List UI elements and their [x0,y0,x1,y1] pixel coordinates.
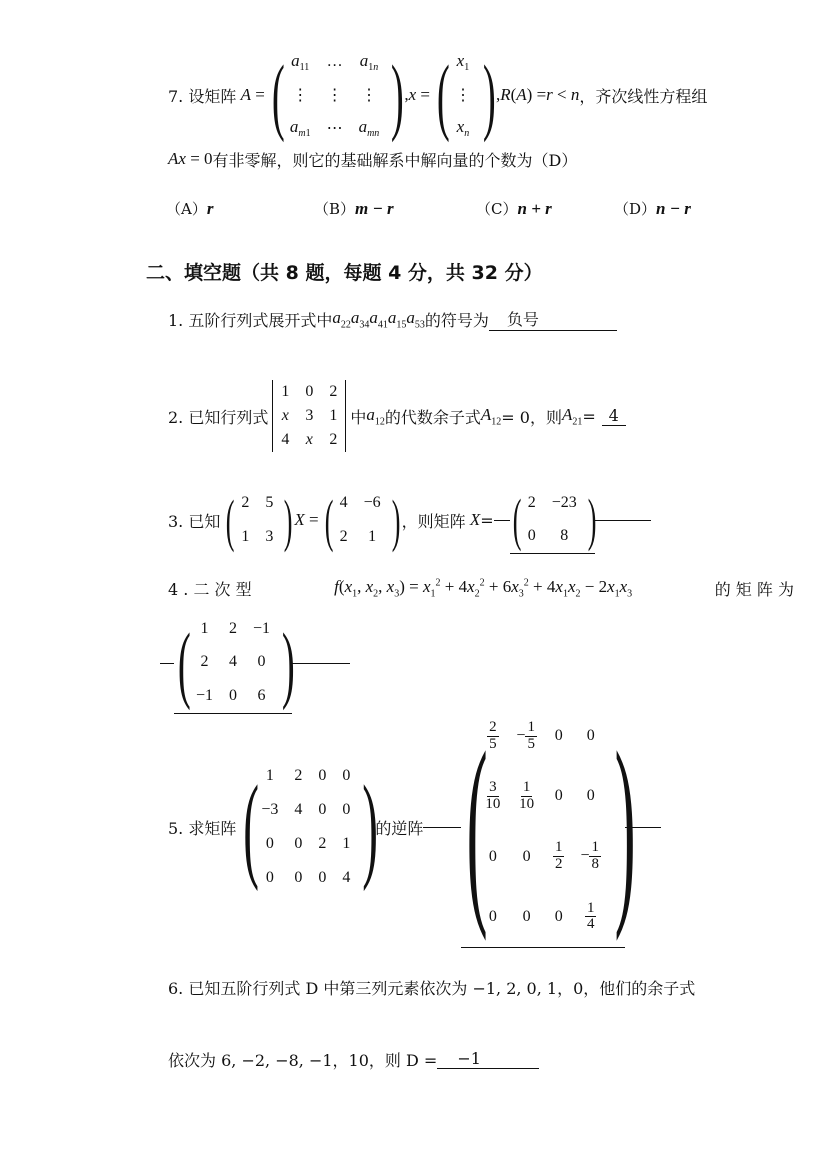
q7-line2: Ax = 0 有非零解，则它的基础解系中解向量的个数为（D） [168,149,578,170]
fill-4-line1: 4 . 二 次 型 $f(x_1$, $x_2$, $x_3) = x_1^2 + 4x_2^2 + 6x_3^2 + 4x_1x_2 - 2x_1x_3$ 的 矩 阵 为 [168,576,794,600]
fill-3: 3. 已知 ( 2 5 1 3 ) X = ( 4 −6 2 1 ) ，则矩阵 X = ( 2 −23 0 8 ) [168,490,651,550]
matrix-right: ( 4 −6 2 1 ) [324,487,401,553]
fill-2: 2. 已知行列式 1 0 2 x 3 1 4 x 2 中 $a_{12}$ 的代数余子式 $A_{12}$ = 0，则 $A_{21}$ = 4 [168,372,626,460]
q7-line2-text: 有非零解，则它的基础解系中解向量的个数为（D） [212,150,578,170]
vector-x: ( $x_1$ ⋮ $x_n$ ) [436,47,496,143]
q7-option-c: （C）n + r [476,199,552,218]
fill-6-line1: 6. 已知五阶行列式 D 中第三列元素依次为 −1, 2, 0, 1，0，他们的余子式 [168,979,696,998]
answer-1: 负号 [506,310,539,329]
q7-line1: 7. 设矩阵 A = ( $a_{11}$ … $a_{1n}$ ⋮ ⋮ ⋮ $a_{m1}$ ⋯ $a_{mn}$ ) , x = ( $x_1$ ⋮ $x_n$ ) , R ( A ) = r < n ，齐次线性方程组 [168,47,708,143]
q7-option-d: （D）n − r [614,199,691,218]
matrix-left: ( 2 5 1 3 ) [226,487,293,553]
q7-option-a: （A）r [166,199,214,218]
answer-6: −1 [457,1049,481,1068]
matrix-5: ( 1 2 0 0 −3 4 0 0 0 0 2 1 0 0 0 4 ) [243,761,379,892]
answer-2: 4 [608,406,619,425]
q7-option-b: （B）m − r [314,199,394,218]
fill-5: 5. 求矩阵 ( 1 2 0 0 −3 4 0 0 0 0 2 1 0 0 0 4 ) 的逆阵 ( $\frac{2}{5}$ − $\frac{1}{5}$ 0 0 $\frac{3}{10}$ $\frac{1}{10}$ 0 0 0 0 $\frac{1}{2}$ − $\frac{1}{8}$ 0 0 0 $\frac{1}{4}$ ) [168,722,661,932]
answer-3-matrix: ( 2 −23 0 8 ) [510,486,595,554]
q7-mid-text: ，齐次线性方程组 [579,86,708,106]
q7-prefix: 7. 设矩阵 [168,86,237,106]
fill-4-answer [160,614,350,711]
determinant: 1 0 2 x 3 1 4 x 2 [272,380,346,452]
answer-5-matrix: ( $\frac{2}{5}$ − $\frac{1}{5}$ 0 0 $\frac{3}{10}$ $\frac{1}{10}$ 0 0 0 0 $\frac{1}{2}$ − $\frac{1}{8}$ 0 0 0 $\frac{1}{4}$ ) [461,706,625,948]
section-title: 二、填空题（共 8 题，每题 4 分，共 32 分） [146,262,543,284]
matrix-a: ( $a_{11}$ … $a_{1n}$ ⋮ ⋮ ⋮ $a_{m1}$ ⋯ $a_{mn}$ ) [271,47,405,143]
fill-6-line2: 依次为 6, −2, −8, −1，10，则 D = −1 [168,1046,539,1072]
fill-1: 1. 五阶行列式展开式中 $a_{22}a_{34}a_{41}a_{15}a_{53}$ 的符号为 负号 [168,306,617,332]
answer-4-matrix: ( 1 2 −1 2 4 0 −1 0 6 ) [174,613,292,714]
